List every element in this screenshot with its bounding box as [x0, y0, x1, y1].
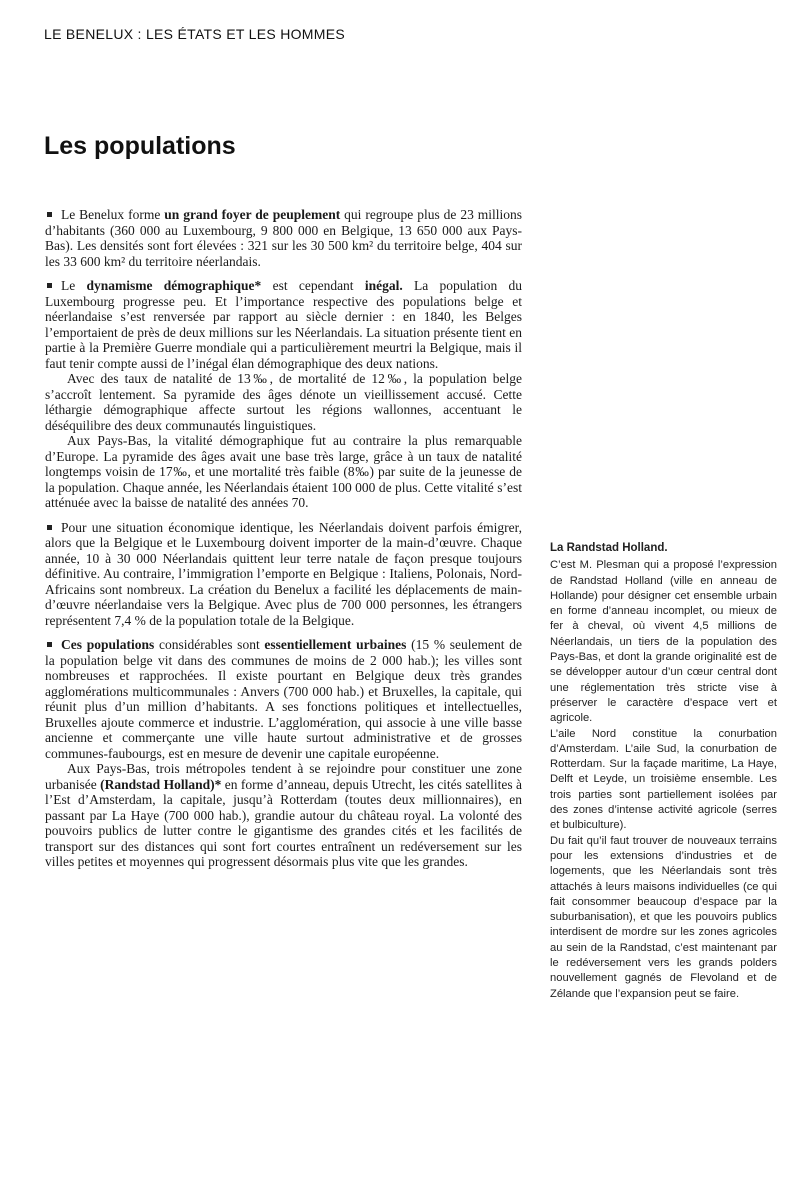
- bold-term: inégal.: [364, 278, 403, 293]
- sidebar-title: La Randstad Holland.: [550, 542, 668, 554]
- sidebar-paragraph: L’aile Nord constitue la conurbation d’Amsterdam. L’aile Sud, la conurbation de Rotterdam. Sur la façade maritime, La Haye, Delft et Leyde, un troisième ensemble. Les trois parties sont partiellement isolées par des zones d’intense activité agricole (serres et bulbiculture).: [550, 727, 777, 832]
- text-run: Aux Pays-Bas, trois métropoles tendent à se rejoindre pour constituer une zone urbanisée: [45, 761, 522, 792]
- text-run: considérables sont: [154, 637, 265, 652]
- text-run: Pour une situation économique identique, les Néerlandais doivent parfois émigrer, alors que la Belgique et le Luxembourg doivent importer de la main-d’œuvre. Chaque année, 10 à 30 000 Néerlandais quittent leur terre natale de façon presque toujours définitive. Au contraire, l’immigration l’emporte en Belgique : Italiens, Polonais, Nord-Africains sont nombreux. La création du Benelux a facilité les déplacements de main-d’œuvre néerlandaise vers la Belgique. Avec plus de 700 000 personnes, les étrangers représentent 7,4 % de la population totale de la Belgique.: [45, 519, 522, 628]
- square-bullet-icon: [47, 525, 52, 530]
- text-run: La population du Luxembourg progresse peu. Et l’importance respective des populations belge et néerlandaise s’est renversée par rapport au siècle dernier : en 1840, les Belges l’emportaient de près de deux millions sur les Néerlandais. La situation présente tient en partie à la Première Guerre mondiale qui a particulièrement meurtri la Belgique, mais il faut tenir compte aussi de l’inégal élan démographique des deux nations.: [45, 278, 522, 371]
- paragraph-urbaines: [45, 637, 522, 761]
- text-run: en forme d’anneau, depuis Utrecht, les cités satellites à l’Est d’Amsterdam, la capitale, jusqu’à Rotterdam (toutes deux millionnaires), en passant par La Haye (700 000 hab.), grandie autour du château royal. La volonté des pouvoirs publics de lutter contre le gigantisme des grandes cités et les facilités de transport sur des distances qui sont fort courtes entraînent un redéversement sur les villes petites et moyennes qui progressent désormais plus vite que les grandes.: [45, 776, 522, 869]
- text-run: (15 % seulement de la population belge vit dans des communes de moins de 2 000 hab.); les villes sont nombreuses et rapprochées. Il existe pourtant en Belgique deux très grandes agglomérations multicommunales : Anvers (700 000 hab.) et Bruxelles, la capitale, qui réunit plus d’un million d’habitants. A ses fonctions politiques et intellectuelles, Bruxelles ajoute commerce et industrie. L’agglomération, qui associe à une ville basse ancienne et commerçante une ville haute surtout administrative et de grosses communes-faubourgs, est en mesure de devenir une capitale européenne.: [45, 637, 523, 761]
- square-bullet-icon: [47, 212, 52, 217]
- paragraph-pays-bas: Aux Pays-Bas, la vitalité démographique fut au contraire la plus remarquable d’Europe. La pyramide des âges avait une base très large, grâce à un taux de natalité longtemps voisin de 17‰, et une mortalité très faible (8‰) par suite de la jeunesse de la population. Chaque année, les Néerlandais étaient 100 000 de plus. Cette vitalité s’est atténuée avec la baisse de natalité des années 70.: [45, 433, 522, 510]
- paragraph-belgique: Avec des taux de natalité de 13‰, de mortalité de 12‰, la population belge s’accroît lentement. Sa pyramide des âges dénote un vieillissement accusé. Cette léthargie démographique affecte surtout les régions wallonnes, accentuant le déséquilibre des deux communautés linguistiques.: [45, 371, 522, 433]
- text-run: est cependant: [261, 278, 365, 293]
- page-title: Les populations: [44, 132, 236, 160]
- bold-term: essentiellement urbaines: [264, 637, 407, 652]
- paragraph-randstad: [45, 761, 522, 870]
- running-header: LE BENELUX : LES ÉTATS ET LES HOMMES: [44, 26, 345, 42]
- bold-term: Ces populations: [61, 637, 155, 652]
- sidebar-paragraph: C’est M. Plesman qui a proposé l’expression de Randstad Holland (ville en anneau de Hollande) pour désigner cet ensemble urbain en forme d’anneau incomplet, ou mieux de fer à cheval, où vivent 4,5 millions de Néerlandais, un tiers de la population des Pays-Bas, et dont la grande originalité est de se développer autour d’un cœur central dont une réglementation très stricte vise à préserver le caractère d’espace vert et agricole.: [550, 559, 777, 725]
- text-run: qui regroupe plus de 23 millions d’habitants (360 000 au Luxembourg, 9 800 000 en Belgique, 13 650 000 aux Pays-Bas). Les densités sont fort élevées : 321 sur les 30 500 km² du territoire belge, 404 sur les 33 600 km² du territoire néerlandais.: [45, 207, 523, 269]
- sidebar-note: [550, 541, 777, 1002]
- main-text-column: [45, 207, 522, 870]
- bold-term: un grand foyer de peuplement: [164, 207, 341, 222]
- sidebar-paragraph: Du fait qu’il faut trouver de nouveaux terrains pour les extensions d’industries et de logements, que les Néerlandais sont très attachés à leurs maisons individuelles (ce qui fait consommer beaucoup d’espace par la suburbanisation), et que les pouvoirs publics interdisent de mordre sur les zones agricoles au sein de la Randstad, c’est maintenant par le redéversement vers les grands polders nouvellement gagnés de Flevoland et de Zélande que l’expansion peut se faire.: [550, 834, 777, 1000]
- paragraph-peuplement: [45, 207, 522, 269]
- text-run: Le Benelux forme: [61, 207, 165, 222]
- square-bullet-icon: [47, 642, 52, 647]
- bold-term: (Randstad Holland)*: [100, 776, 222, 792]
- bold-term: dynamisme démographique*: [86, 278, 262, 293]
- text-run: Le: [61, 278, 87, 293]
- square-bullet-icon: [47, 283, 52, 288]
- paragraph-immigration: [45, 520, 522, 629]
- paragraph-dynamisme: [45, 278, 522, 371]
